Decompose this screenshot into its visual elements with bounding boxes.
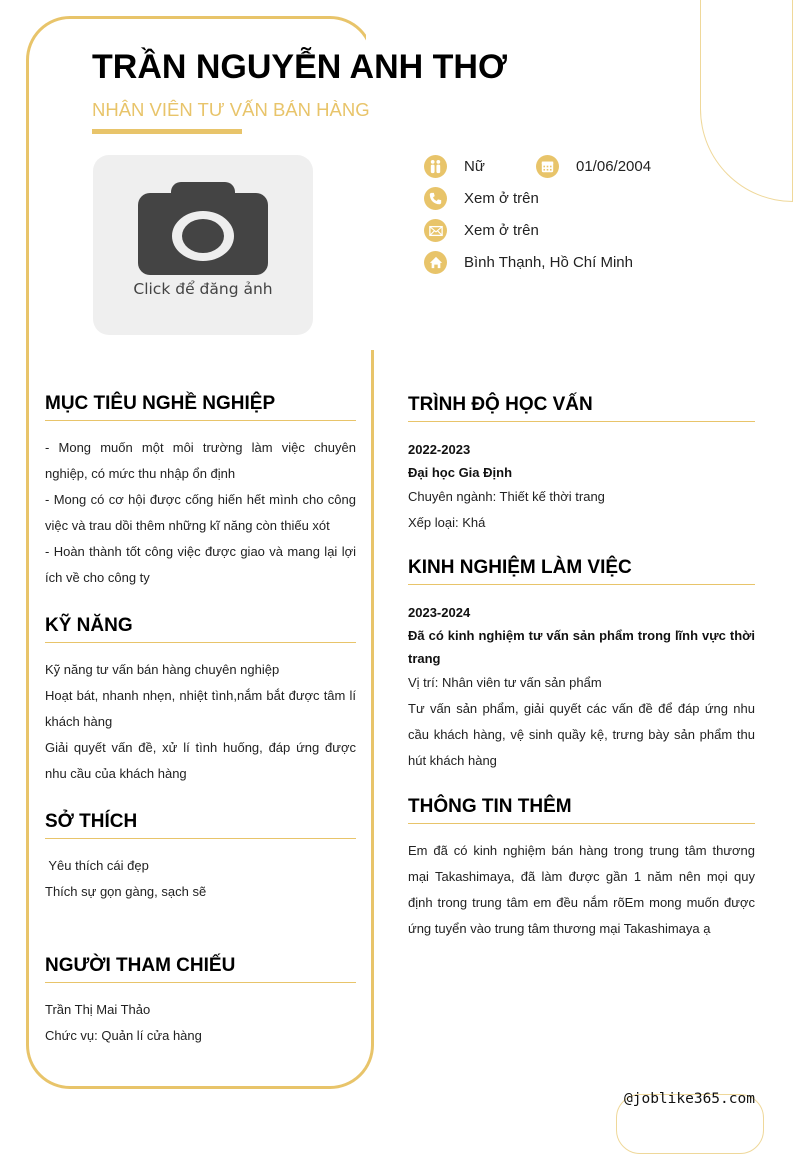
objective-section <box>45 392 356 591</box>
additional-info-section <box>408 795 755 942</box>
phone-icon <box>424 187 447 210</box>
birthday-value: 01/06/2004 <box>576 158 652 175</box>
hobby-item: Thích sự gọn gàng, sạch sẽ <box>45 884 207 899</box>
experience-headline: Đã có kinh nghiệm tư vấn sản phẩm trong lĩnh vực thời trang <box>408 628 755 666</box>
section-title: MỤC TIÊU NGHỀ NGHIỆP <box>45 392 356 421</box>
calendar-icon <box>536 155 559 178</box>
watermark: @joblike365.com <box>624 1091 755 1107</box>
section-title: TRÌNH ĐỘ HỌC VẤN <box>408 393 755 422</box>
gender-value: Nữ <box>464 158 485 175</box>
candidate-name: TRẦN NGUYỄN ANH THƠ <box>92 48 507 86</box>
education-period: 2022-2023 <box>408 442 471 457</box>
section-title: THÔNG TIN THÊM <box>408 795 755 824</box>
email-row <box>424 219 539 242</box>
gender-row <box>424 155 485 178</box>
education-school: Đại học Gia Định <box>408 465 513 480</box>
education-major: Chuyên ngành: Thiết kế thời trang <box>408 489 605 504</box>
hobbies-section <box>45 810 356 905</box>
objective-line: - Mong muốn một môi trường làm việc chuyên nghiệp, có mức thu nhập ổn định <box>45 440 356 481</box>
section-title: KỸ NĂNG <box>45 614 356 643</box>
experience-description: Tư vấn sản phẩm, giải quyết các vấn đề để đáp ứng nhu cầu khách hàng, vệ sinh quầy kệ, trưng bày sản phẩm thu hút khách hàng <box>408 701 755 768</box>
references-section <box>45 954 356 1049</box>
education-section <box>408 393 755 536</box>
objective-line: - Mong có cơ hội được cống hiến hết mình cho công việc và trau dồi thêm những kĩ năng còn thiếu xót <box>45 492 356 533</box>
hobby-item: Yêu thích cái đẹp <box>45 858 149 873</box>
birthday-row <box>536 155 651 178</box>
objective-line: - Hoàn thành tốt công việc được giao và mang lại lợi ích về cho công ty <box>45 544 356 585</box>
photo-upload[interactable] <box>93 155 313 335</box>
address-row <box>424 251 633 274</box>
phone-row <box>424 187 539 210</box>
decorative-corner-top-right <box>700 0 793 202</box>
reference-position: Chức vụ: Quản lí cửa hàng <box>45 1028 202 1043</box>
section-title: KINH NGHIỆM LÀM VIỆC <box>408 556 755 585</box>
skill-item: Giải quyết vấn đề, xử lí tình huống, đáp ứng được nhu cầu của khách hàng <box>45 740 356 781</box>
skills-section <box>45 614 356 787</box>
home-icon <box>424 251 447 274</box>
additional-info-text: Em đã có kinh nghiệm bán hàng trong trung tâm thương mại Takashimaya, đã làm được gần 1 năm nên mọi quy định trong trung tâm em đều nắm rõEm mong muốn được ứng tuyển vào trung tâm thương mại Takashimaya ạ <box>408 843 755 936</box>
experience-position: Vị trí: Nhân viên tư vấn sản phẩm <box>408 675 602 690</box>
skill-item: Kỹ năng tư vấn bán hàng chuyên nghiệp <box>45 662 280 677</box>
gender-icon <box>424 155 447 178</box>
education-grade: Xếp loại: Khá <box>408 515 486 530</box>
section-title: SỞ THÍCH <box>45 810 356 839</box>
job-title: NHÂN VIÊN TƯ VẤN BÁN HÀNG <box>92 99 370 120</box>
photo-upload-label: Click để đăng ảnh <box>133 280 273 298</box>
title-underline <box>92 129 242 134</box>
email-value: Xem ở trên <box>464 222 539 239</box>
experience-section <box>408 556 755 774</box>
address-value: Bình Thạnh, Hồ Chí Minh <box>464 254 633 271</box>
skill-item: Hoạt bát, nhanh nhẹn, nhiệt tình,nắm bắt được tâm lí khách hàng <box>45 688 356 729</box>
section-title: NGƯỜI THAM CHIẾU <box>45 954 356 983</box>
reference-name: Trần Thị Mai Thảo <box>45 1002 151 1017</box>
mail-icon <box>424 219 447 242</box>
phone-value: Xem ở trên <box>464 190 539 207</box>
experience-period: 2023-2024 <box>408 605 471 620</box>
